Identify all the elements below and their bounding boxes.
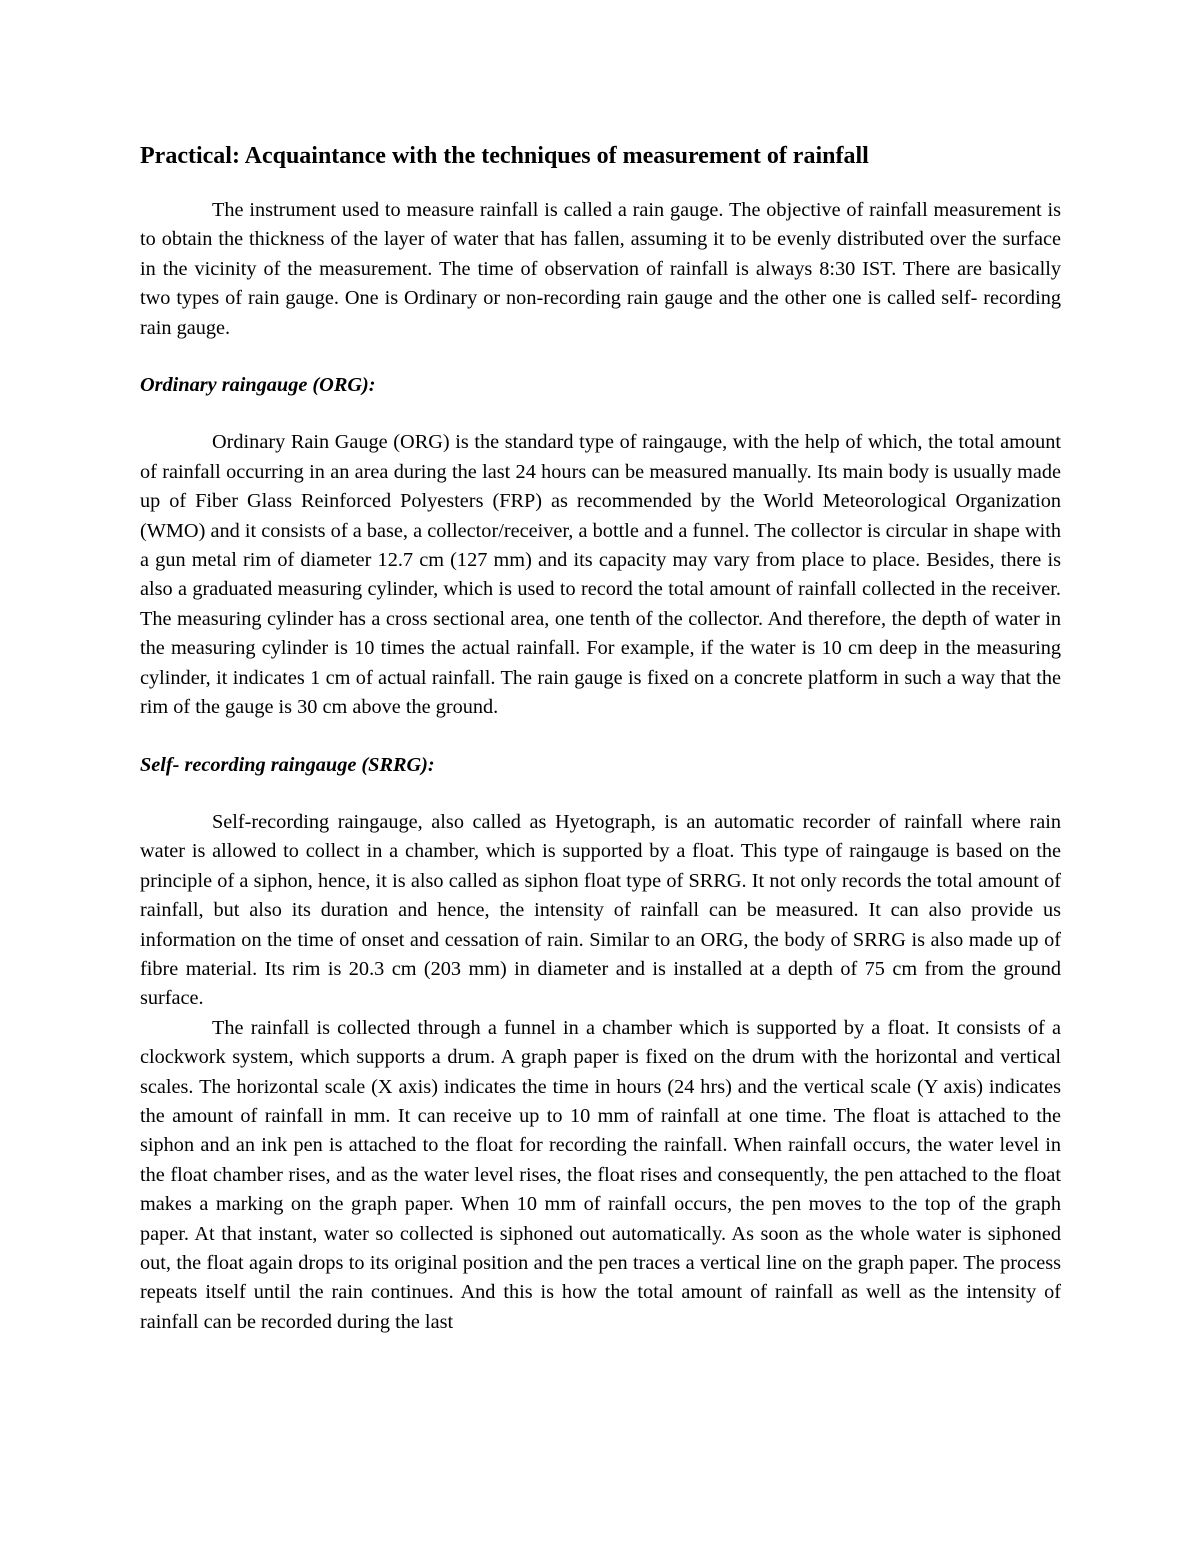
org-paragraph: Ordinary Rain Gauge (ORG) is the standard type of raingauge, with the help of which, the total amount of rainfall occurring in an area during the last 24 hours can be measured manually. Its main body is usually made up of Fiber Glass Reinforced Polyesters (FRP) as recommended by the World Meteorological Organization (WMO) and it consists of a base, a collector/receiver, a bottle and a funnel. The collector is circular in shape with a gun metal rim of diameter 12.7 cm (127 mm) and its capacity may vary from place to place. Besides, there is also a graduated measuring cylinder, which is used to record the total amount of rainfall collected in the receiver. The measuring cylinder has a cross sectional area, one tenth of the collector. And therefore, the depth of water in the measuring cylinder is 10 times the actual rainfall. For example, if the water is 10 cm deep in the measuring cylinder, it indicates 1 cm of actual rainfall. The rain gauge is fixed on a concrete platform in such a way that the rim of the gauge is 30 cm above the ground. [140,431,1061,719]
section-heading-org: Ordinary raingauge (ORG): [140,374,376,397]
intro-paragraph: The instrument used to measure rainfall is called a rain gauge. The objective of rainfall measurement is to obtain the thickness of the layer of water that has fallen, assuming it to be evenly distributed over the surface in the vicinity of the measurement. The time of observation of rainfall is always 8:30 IST. There are basically two types of rain gauge. One is Ordinary or non-recording rain gauge and the other one is called self- recording rain gauge. [140,199,1061,339]
section-heading-srrg: Self- recording raingauge (SRRG): [140,753,435,776]
document-title: Practical: Acquaintance with the techniques of measurement of rainfall [140,143,869,169]
srrg-paragraph-2: The rainfall is collected through a funnel in a chamber which is supported by a float. It consists of a clockwork system, which supports a drum. A graph paper is fixed on the drum with the horizontal and vertical scales. The horizontal scale (X axis) indicates the time in hours (24 hrs) and the vertical scale (Y axis) indicates the amount of rainfall in mm. It can receive up to 10 mm of rainfall at one time. The float is attached to the siphon and an ink pen is attached to the float for recording the rainfall. When rainfall occurs, the water level in the float chamber rises, and as the water level rises, the float rises and consequently, the pen attached to the float makes a marking on the graph paper. When 10 mm of rainfall occurs, the pen moves to the top of the graph paper. At that instant, water so collected is siphoned out automatically. As soon as the whole water is siphoned out, the float again drops to its original position and the pen traces a vertical line on the graph paper. The process repeats itself until the rain continues. And this is how the total amount of rainfall as well as the intensity of rainfall can be recorded during the last [140,1016,1061,1333]
document-body [140,140,1061,1337]
srrg-paragraph-1: Self-recording raingauge, also called as Hyetograph, is an automatic recorder of rainfall where rain water is allowed to collect in a chamber, which is supported by a float. This type of raingauge is based on the principle of a siphon, hence, it is also called as siphon float type of SRRG. It not only records the total amount of rainfall, but also its duration and hence, the intensity of rainfall can be measured. It can also provide us information on the time of onset and cessation of rain. Similar to an ORG, the body of SRRG is also made up of fibre material. Its rim is 20.3 cm (203 mm) in diameter and is installed at a depth of 75 cm from the ground surface. [140,810,1061,1010]
